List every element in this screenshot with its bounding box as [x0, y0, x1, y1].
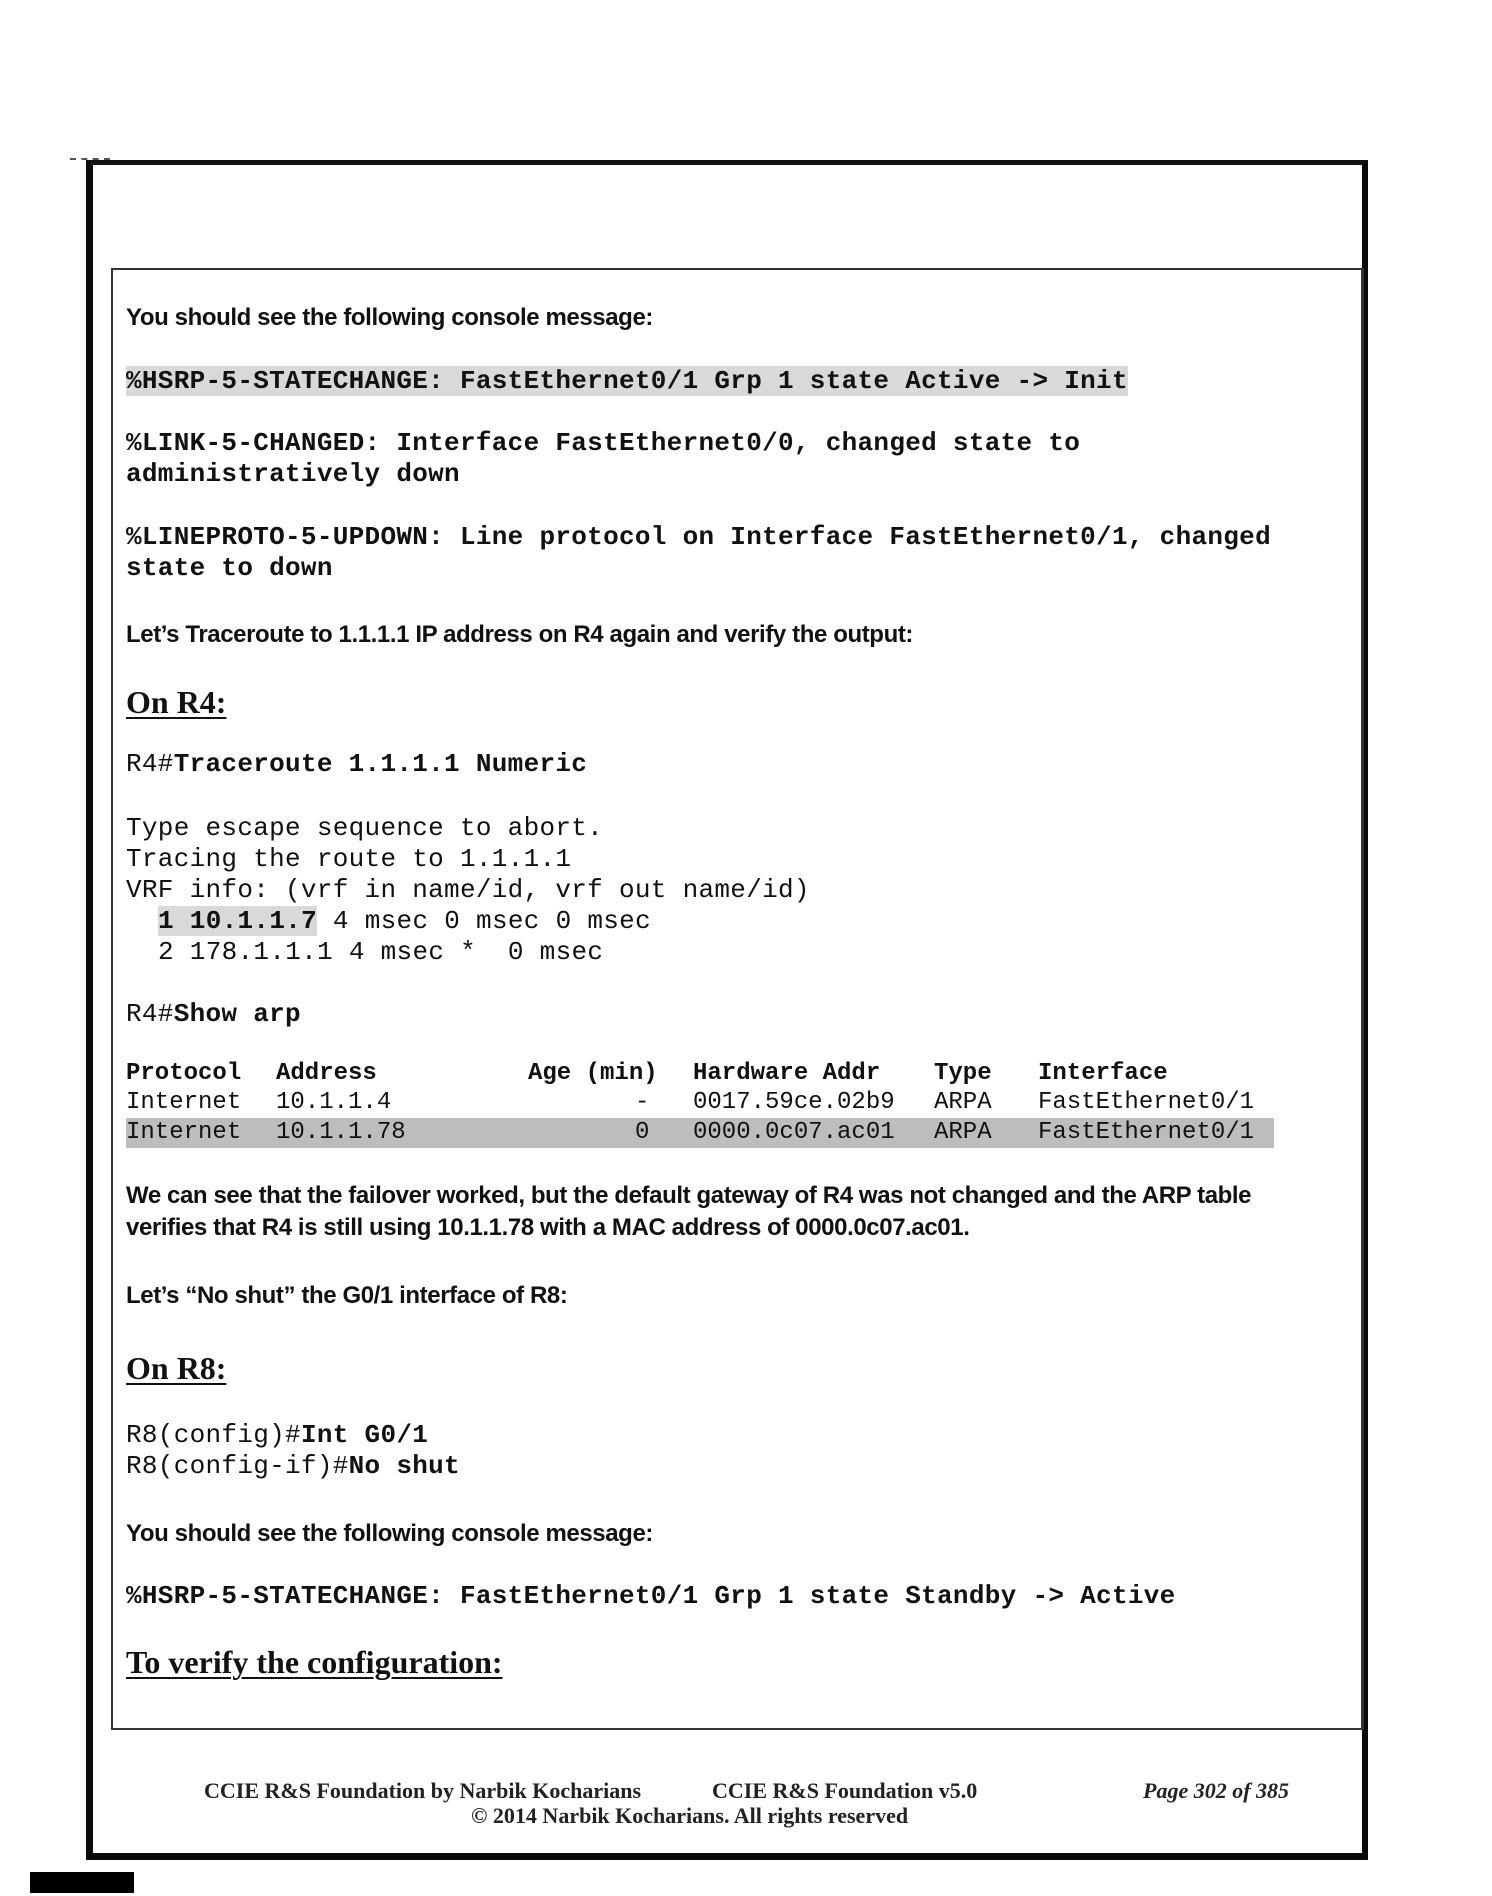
cell-age: -: [635, 1089, 650, 1116]
footer-book-version: CCIE R&S Foundation v5.0: [712, 1778, 978, 1803]
heading-on-r8: On R8:: [126, 1350, 227, 1386]
col-address: Address: [276, 1060, 377, 1087]
cell-address: 10.1.1.78: [276, 1119, 406, 1146]
traceroute-output-line: Type escape sequence to abort.: [126, 813, 604, 843]
cell-hardware-addr: 0017.59ce.02b9: [693, 1089, 895, 1116]
command: Int G0/1: [300, 1420, 429, 1450]
hop1-times: 4 msec 0 msec 0 msec: [317, 906, 651, 936]
r8-command-line: [126, 1453, 460, 1479]
cell-interface: FastEthernet0/1: [1038, 1119, 1255, 1146]
console-hsrp-message: [126, 368, 1128, 394]
traceroute-output-line: VRF info: (vrf in name/id, vrf out name/id): [126, 875, 810, 905]
prompt: R4#: [126, 999, 174, 1029]
traceroute-output-line: Tracing the route to 1.1.1.1: [126, 844, 572, 874]
console-hsrp-message-2: %HSRP-5-STATECHANGE: FastEthernet0/1 Grp 1 state Standby -> Active: [126, 1581, 1176, 1611]
intro-text-2: You should see the following console message:: [126, 1520, 653, 1547]
command: No shut: [348, 1451, 460, 1481]
command: Traceroute 1.1.1.1 Numeric: [173, 749, 588, 779]
col-type: Type: [934, 1060, 992, 1087]
show-arp-command: [126, 1001, 301, 1027]
prompt: R8(config-if)#: [126, 1451, 349, 1481]
console-link-message-line1: %LINK-5-CHANGED: Interface FastEthernet0/0, changed state to: [126, 428, 1081, 458]
footer-book-author: CCIE R&S Foundation by Narbik Kocharians: [204, 1778, 642, 1803]
console-lineproto-message-line1: %LINEPROTO-5-UPDOWN: Line protocol on Interface FastEthernet0/1, changed: [126, 522, 1271, 552]
explanation-line2: verifies that R4 is still using 10.1.1.78 with a MAC address of 0000.0c07.ac01.: [126, 1214, 970, 1241]
explanation-line1: We can see that the failover worked, but the default gateway of R4 was not changed and the ARP table: [126, 1182, 1252, 1209]
hsrp-message-text: %HSRP-5-STATECHANGE: FastEthernet0/1 Grp 1 state Active -> Init: [126, 366, 1128, 396]
traceroute-intro: Let’s Traceroute to 1.1.1.1 IP address on R4 again and verify the output:: [126, 621, 914, 648]
cell-type: ARPA: [934, 1119, 992, 1146]
prompt: R4#: [126, 749, 174, 779]
traceroute-hop-2: 2 178.1.1.1 4 msec * 0 msec: [158, 937, 604, 967]
cell-protocol: Internet: [126, 1089, 242, 1116]
cell-protocol: Internet: [126, 1119, 242, 1146]
hop1-highlight: 1 10.1.1.7: [158, 906, 318, 936]
command: Show arp: [173, 999, 301, 1029]
cell-hardware-addr: 0000.0c07.ac01: [693, 1119, 895, 1146]
cell-interface: FastEthernet0/1: [1038, 1089, 1255, 1116]
scan-artifact-block: [30, 1872, 134, 1893]
intro-text: You should see the following console message:: [126, 304, 653, 331]
col-hardware-addr: Hardware Addr: [693, 1060, 881, 1087]
console-link-message-line2: administratively down: [126, 459, 460, 489]
heading-verify: To verify the configuration:: [126, 1644, 503, 1680]
footer-copyright: © 2014 Narbik Kocharians. All rights reserved: [471, 1803, 909, 1828]
cell-type: ARPA: [934, 1089, 992, 1116]
r8-command-line: [126, 1422, 428, 1448]
heading-on-r4: On R4:: [126, 684, 227, 720]
prompt: R8(config)#: [126, 1420, 301, 1450]
console-lineproto-message-line2: state to down: [126, 553, 333, 583]
traceroute-hop-1: [158, 908, 651, 934]
cell-address: 10.1.1.4: [276, 1089, 392, 1116]
noshut-intro: Let’s “No shut” the G0/1 interface of R8:: [126, 1282, 568, 1309]
col-protocol: Protocol: [126, 1060, 242, 1087]
cell-age: 0: [635, 1119, 650, 1146]
traceroute-command: [126, 751, 587, 777]
col-interface: Interface: [1038, 1060, 1168, 1087]
col-age: Age (min): [528, 1060, 658, 1087]
arp-table-row-highlighted: [126, 1118, 1274, 1148]
footer-page-number: Page 302 of 385: [1143, 1778, 1290, 1803]
